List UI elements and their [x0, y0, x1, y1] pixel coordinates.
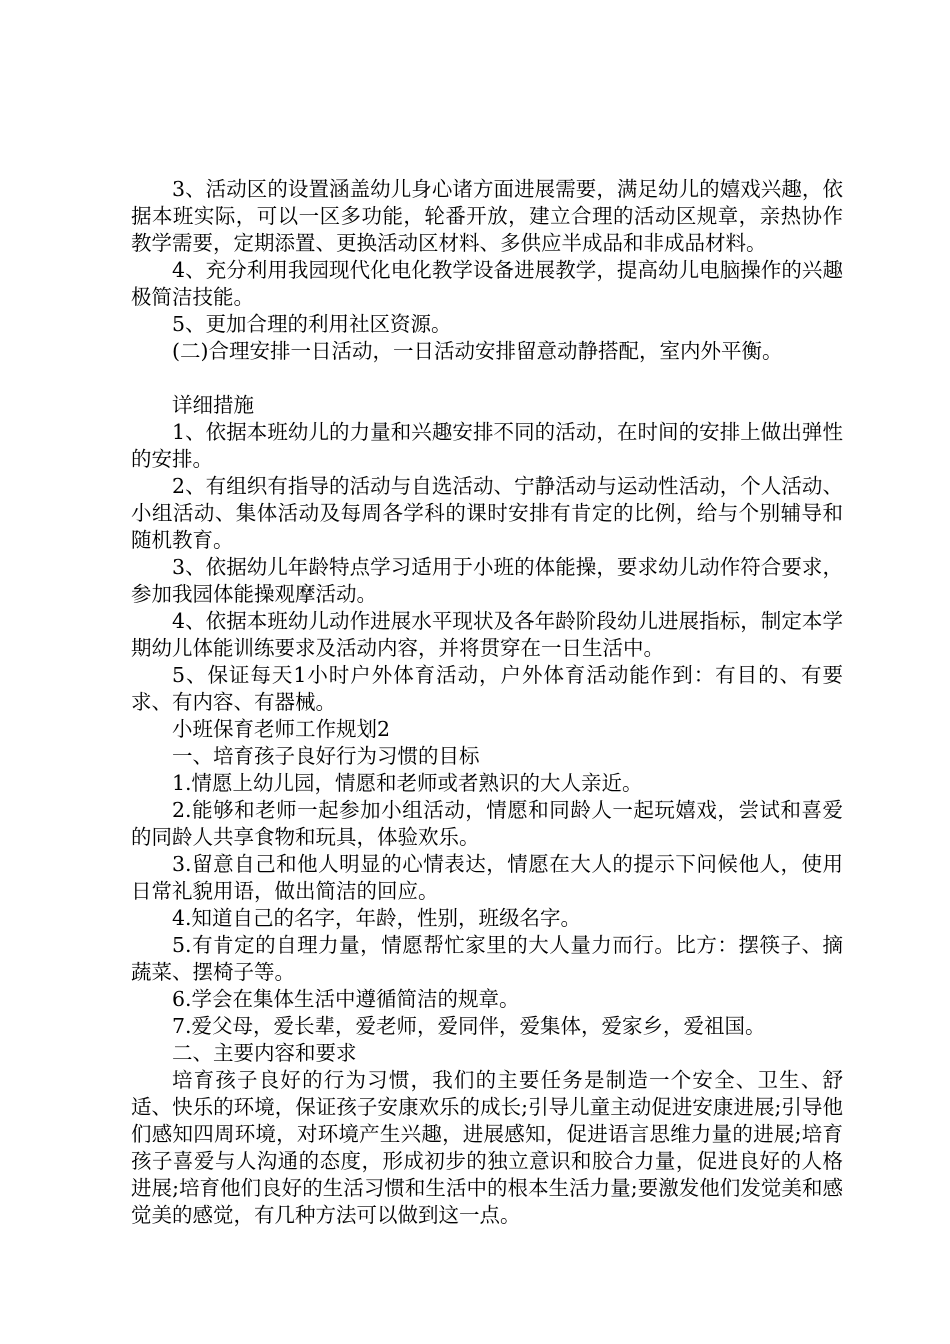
list-item: 3.留意自己和他人明显的心情表达，情愿在大人的提示下问候他人，使用日常礼貌用语，做出简洁的回应。 [131, 852, 843, 903]
document-title: 小班保育老师工作规划2 [172, 717, 391, 741]
paragraph: 4、依据本班幼儿动作进展水平现状及各年龄阶段幼儿进展指标，制定本学期幼儿体能训练要求及活动内容，并将贯穿在一日生活中。 [131, 609, 843, 660]
list-item: 7.爱父母，爱长辈，爱老师，爱同伴，爱集体，爱家乡，爱祖国。 [172, 1014, 766, 1038]
section-heading: 详细措施 [172, 393, 254, 417]
paragraph: 1、依据本班幼儿的力量和兴趣安排不同的活动，在时间的安排上做出弹性的安排。 [131, 420, 843, 471]
paragraph: 4、充分利用我园现代化电化教学设备进展教学，提高幼儿电脑操作的兴趣极简洁技能。 [131, 258, 843, 309]
section-heading: 一、培育孩子良好行为习惯的目标 [172, 744, 480, 768]
list-item: 6.学会在集体生活中遵循简洁的规章。 [172, 987, 520, 1011]
paragraph: 2、有组织有指导的活动与自选活动、宁静活动与运动性活动，个人活动、小组活动、集体活动及每周各学科的课时安排有肯定的比例，给与个别辅导和随机教育。 [131, 474, 843, 552]
paragraph: 3、依据幼儿年龄特点学习适用于小班的体能操，要求幼儿动作符合要求，参加我园体能操观摩活动。 [131, 555, 843, 606]
section-heading: 二、主要内容和要求 [172, 1041, 357, 1065]
paragraph: (二)合理安排一日活动，一日活动安排留意动静搭配，室内外平衡。 [172, 339, 783, 363]
list-item: 4.知道自己的名字，年龄，性别，班级名字。 [172, 906, 582, 930]
paragraph: 培育孩子良好的行为习惯，我们的主要任务是制造一个安全、卫生、舒适、快乐的环境，保证孩子安康欢乐的成长;引导儿童主动促进安康进展;引导他们感知四周环境，对环境产生兴趣，进展感知，促进语言思维力量的进展;培育孩子喜爱与人沟通的态度，形成初步的独立意识和胶合力量，促进良好的人格进展;培育他们良好的生活习惯和生活中的根本生活力量;要激发他们发觉美和感觉美的感觉，有几种方法可以做到这一点。 [131, 1068, 843, 1227]
document-body [131, 176, 843, 1229]
paragraph: 5、保证每天1小时户外体育活动，户外体育活动能作到：有目的、有要求、有内容、有器械。 [131, 663, 843, 714]
blank-line [131, 365, 843, 392]
paragraph: 3、活动区的设置涵盖幼儿身心诸方面进展需要，满足幼儿的嬉戏兴趣，依据本班实际，可以一区多功能，轮番开放，建立合理的活动区规章，亲热协作教学需要，定期添置、更换活动区材料、多供应半成品和非成品材料。 [131, 177, 843, 255]
list-item: 5.有肯定的自理力量，情愿帮忙家里的大人量力而行。比方：摆筷子、摘蔬菜、摆椅子等。 [131, 933, 843, 984]
paragraph: 5、更加合理的利用社区资源。 [172, 312, 452, 336]
list-item: 1.情愿上幼儿园，情愿和老师或者熟识的大人亲近。 [172, 771, 643, 795]
list-item: 2.能够和老师一起参加小组活动，情愿和同龄人一起玩嬉戏，尝试和喜爱的同龄人共享食物和玩具，体验欢乐。 [131, 798, 843, 849]
